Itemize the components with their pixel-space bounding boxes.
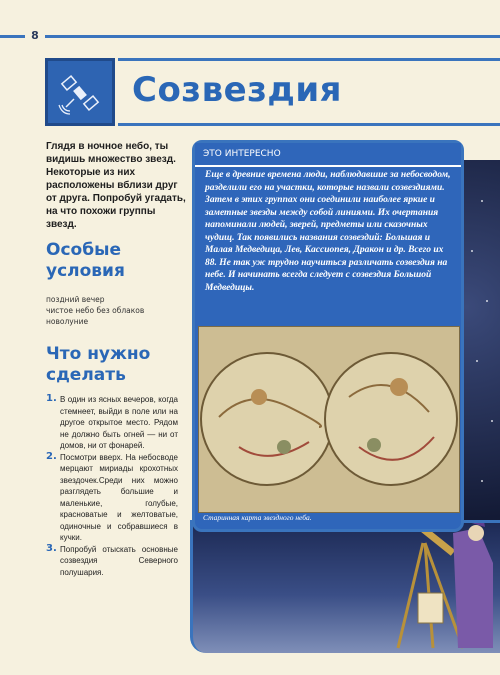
conditions-heading	[46, 240, 196, 282]
todo-heading-line1: Что нужно	[46, 344, 151, 364]
conditions-heading-line2: условия	[46, 261, 125, 281]
star-map-image	[198, 326, 460, 513]
step-item	[46, 544, 178, 579]
interesting-card	[192, 140, 464, 532]
page-title: Созвездия	[132, 70, 343, 110]
step-text: Посмотри вверх. На небосводе мерцают мириады крохотных звездочек.Среди них можно разглядеть большие и маленькие, голубые, красноватые и желтоватые, одиночные и собравшиеся в кучки.	[60, 452, 178, 542]
interesting-heading: ЭТО ИНТЕРЕСНО	[195, 143, 461, 167]
top-rule	[0, 35, 500, 38]
title-rule-bottom	[118, 123, 500, 126]
intro-text: Глядя в ночное небо, ты видишь множество звезд. Некоторые из них расположены вблизи друг от друга. Попробуй угадать, на что похожи группы звезд.	[46, 141, 186, 230]
satellite-icon	[45, 58, 115, 126]
step-item	[46, 452, 178, 544]
page-number: 8	[25, 27, 45, 44]
steps-list	[46, 394, 178, 578]
title-rule-top	[118, 58, 500, 61]
map-caption: Старинная карта звездного неба.	[203, 513, 312, 522]
todo-heading-line2: сделать	[46, 365, 126, 385]
step-number: 3.	[46, 542, 57, 554]
astronomer-illustration	[190, 520, 500, 653]
conditions-heading-line1: Особые	[46, 240, 121, 260]
condition-item: чистое небо без облаков	[46, 306, 145, 315]
step-number: 1.	[46, 393, 57, 404]
todo-heading	[46, 344, 196, 386]
condition-item: новолуние	[46, 317, 89, 326]
step-number: 2.	[46, 450, 57, 462]
step-text: Попробуй отыскать основные созвездия Северного полушария.	[60, 544, 178, 577]
condition-item: поздний вечер	[46, 295, 105, 304]
interesting-text: Еще в древние времена люди, наблюдавшие за небосводом, разделили его на участки, которые назвали созвездиями. Затем в этих группах они соединили наиболее яркие и заметные звезды между собой линиями. Их очертания напоминали людей, зверей, предметы или сказочных чудищ. Так появились названия созвездий: Большая и Малая Медведица, Лев, Кассиопея, Дракон и др. Всего их 88. Не так уж трудно научиться различать созвездия на небе. И начинать всегда следует с созвездия Большой Медведицы.	[205, 170, 451, 293]
conditions-list	[46, 294, 196, 327]
step-text: В один из ясных вечеров, когда стемнеет, выйди в поле или на другое открытое место. Рядом не должно быть огней — ни от домов, ни от фонарей.	[60, 395, 178, 450]
step-item	[46, 394, 178, 452]
